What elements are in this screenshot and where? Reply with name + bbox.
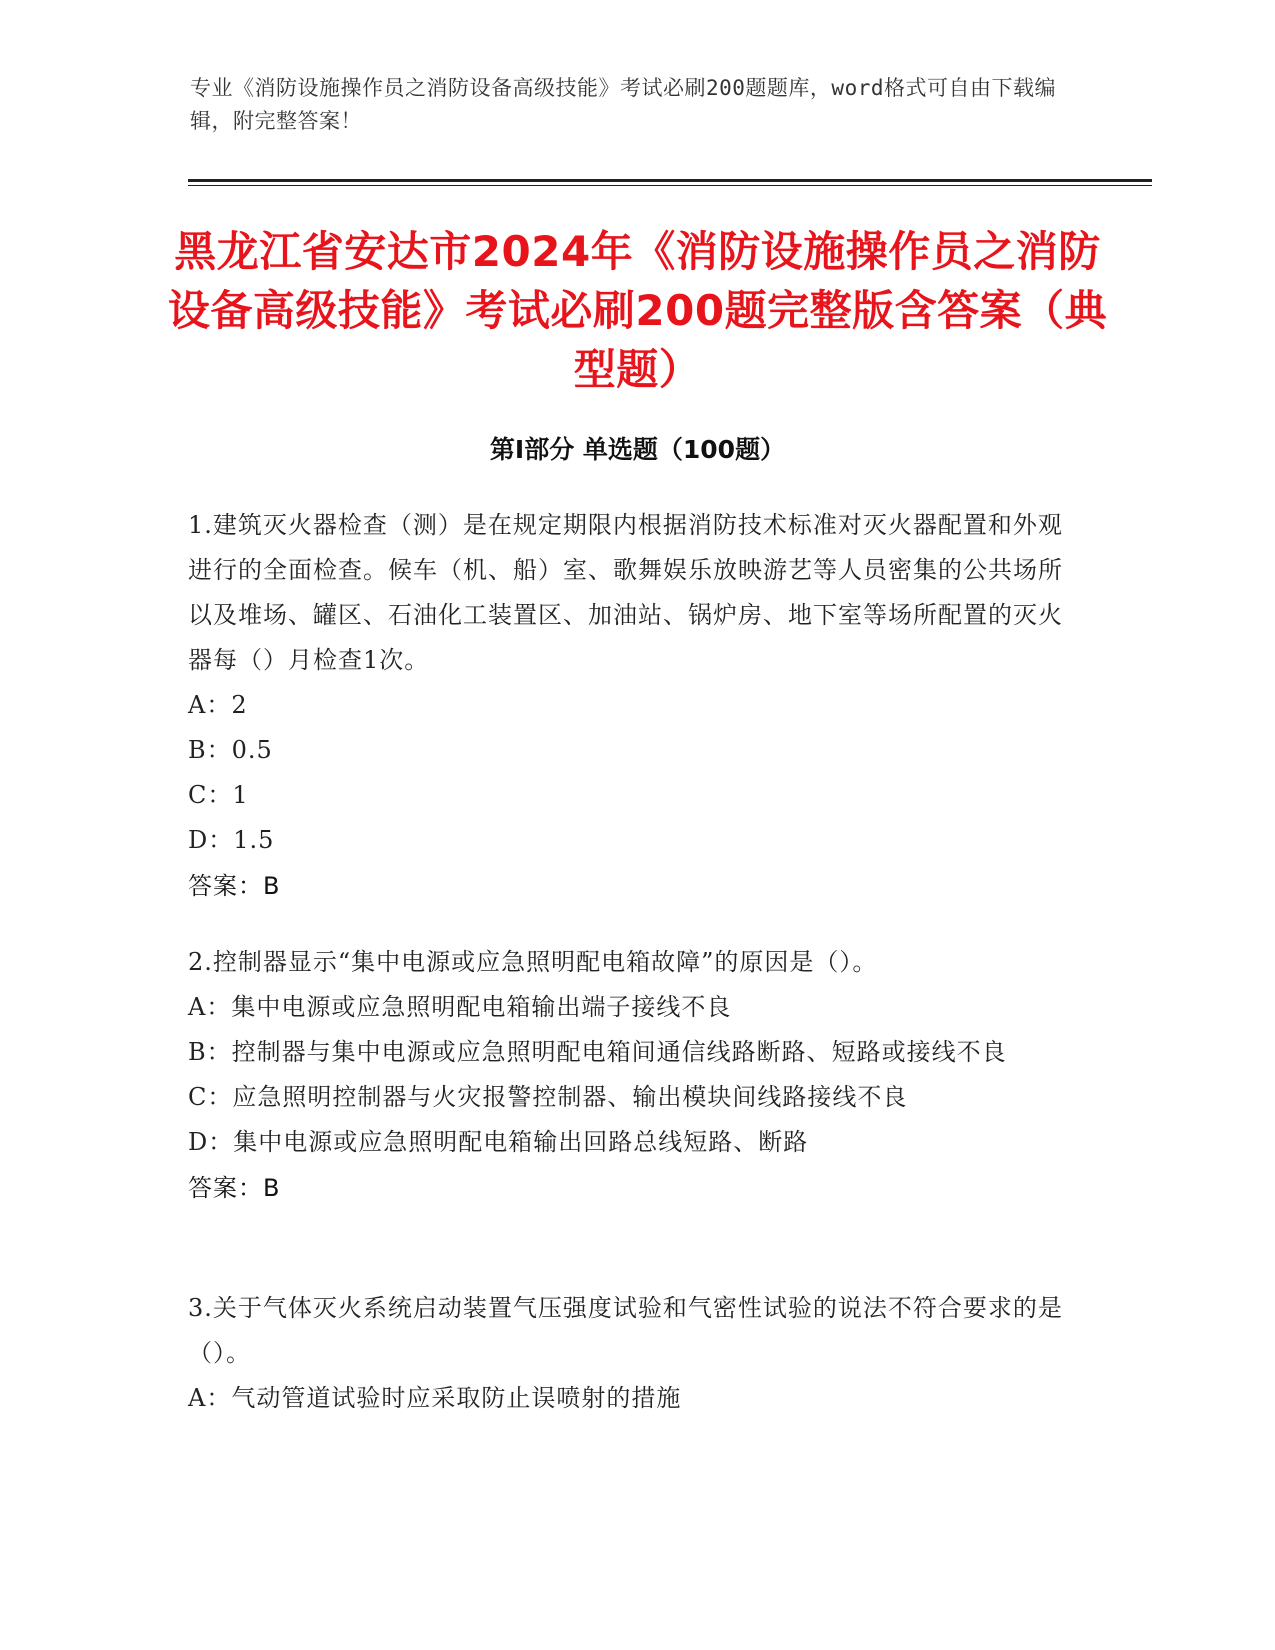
section-title: 第I部分 单选题（100题）: [489, 435, 786, 464]
header-divider-thin: [188, 185, 1152, 186]
answer-line: 答案：B: [188, 872, 281, 900]
option-a: A：2: [188, 691, 248, 719]
document-title: 黑龙江省安达市2024年《消防设施操作员之消防设备高级技能》考试必刷200题完整版含答案（典型题）: [167, 227, 1108, 394]
question-stem: 1.建筑灭火器检查（测）是在规定期限内根据消防技术标准对灭火器配置和外观进行的全面检查。候车（机、船）室、歌舞娱乐放映游艺等人员密集的公共场所以及堆场、罐区、石油化工装置区、加油站、锅炉房、地下室等场所配置的灭火器每（）月检查1次。: [188, 511, 1063, 674]
option-d: D：集中电源或应急照明配电箱输出回路总线短路、断路: [188, 1128, 809, 1156]
question-3: [188, 1286, 1078, 1421]
question-stem: 3.关于气体灭火系统启动装置气压强度试验和气密性试验的说法不符合要求的是（）。: [188, 1294, 1063, 1367]
question-stem: 2.控制器显示“集中电源或应急照明配电箱故障”的原因是（）。: [188, 948, 878, 976]
option-c: C：应急照明控制器与火灾报警控制器、输出模块间线路接线不良: [188, 1083, 908, 1111]
header-note: 专业《消防设施操作员之消防设备高级技能》考试必刷200题题库，word格式可自由下载编辑，附完整答案！: [190, 76, 1056, 133]
option-c: C：1: [188, 781, 249, 809]
question-2: [188, 940, 1078, 1211]
option-b: B：0.5: [188, 736, 273, 764]
option-a: A：气动管道试验时应采取防止误喷射的措施: [188, 1384, 682, 1412]
option-a: A：集中电源或应急照明配电箱输出端子接线不良: [188, 993, 732, 1021]
question-1: [188, 503, 1078, 909]
header-divider-thick: [188, 179, 1152, 182]
option-d: D：1.5: [188, 826, 275, 854]
answer-line: 答案：B: [188, 1174, 281, 1202]
option-b: B：控制器与集中电源或应急照明配电箱间通信线路断路、短路或接线不良: [188, 1038, 1007, 1066]
